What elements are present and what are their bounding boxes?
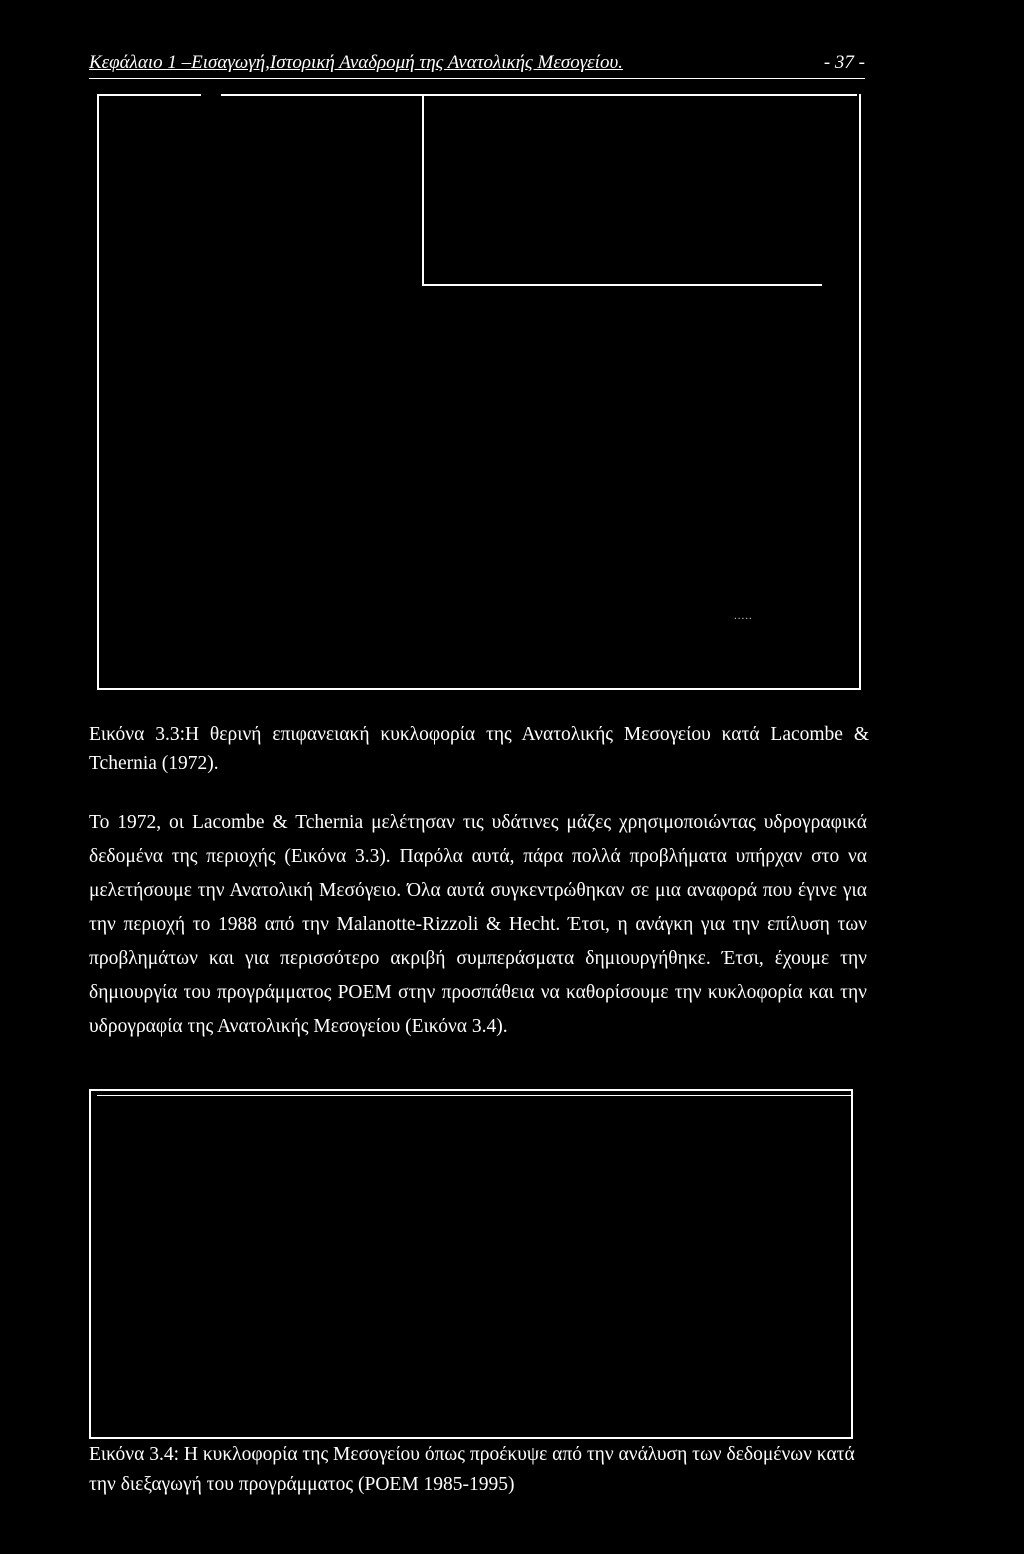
paragraph-text: Το 1972, οι Lacombe & Tchernia μελέτησαν τις υδάτινες μάζες χρησιμοποιώντας υδρογραφικά δεδομένα της περιοχής (Εικόνα 3.3). Παρόλα αυτά, πάρα πολλά προβλήματα υπήρχαν στο να μελετήσουμε την Ανατολική Μεσόγειο. Όλα αυτά συγκεντρώθηκαν σε μια αναφορά που έγινε για την περιοχή το 1988 από την Malanotte-Rizzoli & Hecht. Έτσι, η ανάγκη για την επίλυση των προβλημάτων και για περισσότερο ακριβή συμπεράσματα δημιουργήθηκε. Έτσι, έχουμε την δημιουργία του προγράμματος POEM στην προσπάθεια να καθορίσουμε την κυκλοφορία και την υδρογραφία της Ανατολικής Μεσογείου (Εικόνα 3.4). [89, 812, 867, 1037]
figure-3-3-caption: Εικόνα 3.3:Η θερινή επιφανειακή κυκλοφορία της Ανατολικής Μεσογείου κατά Lacombe & Tchernia (1972). [89, 724, 869, 774]
figure-3-4-caption: Εικόνα 3.4: Η κυκλοφορία της Μεσογείου όπως προέκυψε από την ανάλυση των δεδομένων κατά την διεξαγωγή του προγράμματος (POEM 1985-1995) [89, 1444, 855, 1495]
figure-3-3-frame [97, 94, 863, 694]
figure-3-3-marks: ..... [734, 610, 753, 622]
body-paragraph [89, 806, 867, 1044]
page-header [89, 52, 865, 79]
chapter-title: Κεφάλαιο 1 –Εισαγωγή,Ιστορική Αναδρομή της Ανατολικής Μεσογείου. [89, 52, 623, 73]
figure-3-4-inner-line [97, 1095, 851, 1096]
figure-3-3-inset-box [422, 94, 822, 286]
figure-3-4-frame [89, 1089, 853, 1439]
page-number: - 37 - [823, 52, 865, 73]
